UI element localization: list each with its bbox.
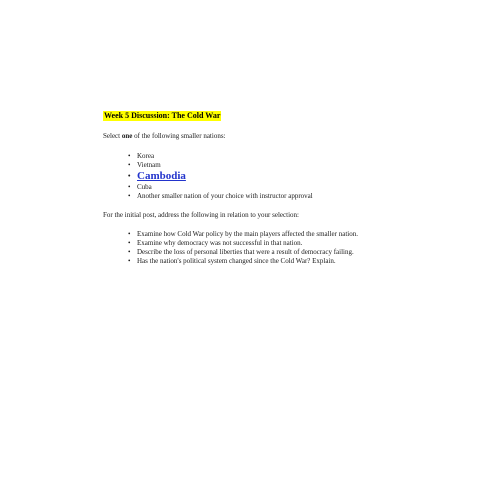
tasks-list — [103, 230, 433, 266]
instruction-prefix: Select — [103, 132, 122, 140]
list-item-cuba: • Cuba — [128, 183, 433, 192]
cambodia-link[interactable]: Cambodia — [137, 170, 186, 182]
task-item: • Has the nation's political system changed since the Cold War? Explain. — [128, 257, 433, 266]
instruction-emphasis: one — [121, 132, 133, 140]
initial-post-prompt: For the initial post, address the following in relation to your selection: — [103, 211, 299, 219]
instruction-paragraph — [103, 132, 433, 141]
list-item-korea: • Korea — [128, 152, 433, 161]
document-body — [103, 111, 433, 266]
document-title: Week 5 Discussion: The Cold War — [104, 111, 221, 120]
task-item: • Examine why democracy was not successful in that nation. — [128, 239, 433, 248]
nations-list — [103, 152, 433, 201]
list-item-cambodia — [128, 170, 433, 183]
task-item: • Examine how Cold War policy by the main players affected the smaller nation. — [128, 230, 433, 239]
instruction-suffix: of the following smaller nations: — [132, 132, 226, 140]
list-item-vietnam: • Vietnam — [128, 161, 433, 170]
task-item: • Describe the loss of personal liberties that were a result of democracy failing. — [128, 248, 433, 257]
list-item-other-nation: • Another smaller nation of your choice with instructor approval — [128, 192, 433, 201]
